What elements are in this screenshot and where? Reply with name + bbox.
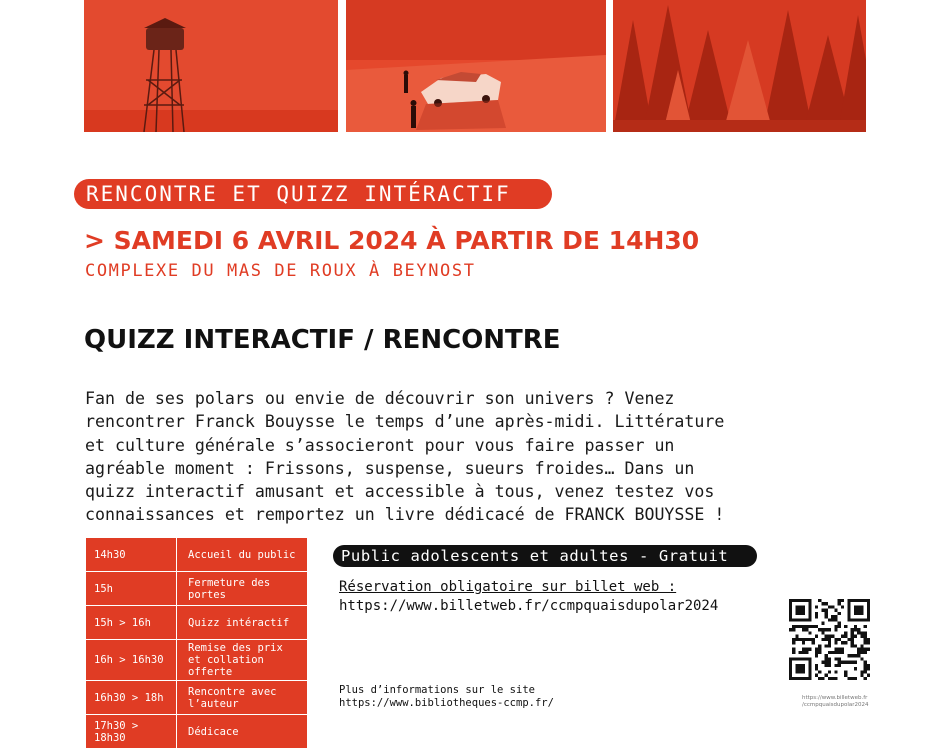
qr-caption-line: https://www.billetweb.fr — [802, 695, 868, 701]
water-tower-photo — [84, 0, 338, 132]
qr-caption-line: /ccmpquaisdupolar2024 — [802, 702, 869, 708]
more-info-label: Plus d’informations sur le site — [339, 684, 535, 696]
schedule-row — [86, 681, 308, 715]
schedule-time: 15h > 16h — [86, 606, 177, 640]
schedule-row — [86, 538, 308, 572]
schedule-time: 16h > 16h30 — [86, 640, 177, 681]
schedule-time: 15h — [86, 572, 177, 606]
schedule-time: 14h30 — [86, 538, 177, 572]
description-line: quizz interactif amusant et accessible à tous, venez testez vos — [85, 482, 715, 502]
reservation-link[interactable]: https://www.billetweb.fr/ccmpquaisdupolar2024 — [339, 598, 719, 614]
description-line: et culture générale s’associeront pour vous faire passer un — [85, 435, 675, 455]
reservation-label: Réservation obligatoire sur billet web : — [339, 579, 677, 595]
description-line: agréable moment : Frissons, suspense, sueurs froides… Dans un — [85, 458, 695, 478]
event-date: > SAMEDI 6 AVRIL 2024 À PARTIR DE 14H30 — [84, 226, 700, 255]
event-type-label: RENCONTRE ET QUIZZ INTÉRACTIF — [74, 179, 552, 209]
schedule-activity: Fermeture des portes — [177, 572, 308, 606]
schedule-activity: Accueil du public — [177, 538, 308, 572]
schedule-row — [86, 572, 308, 606]
schedule-row — [86, 606, 308, 640]
schedule-time: 17h30 > 18h30 — [86, 715, 177, 749]
more-info-link[interactable]: https://www.bibliotheques-ccmp.fr/ — [339, 697, 554, 709]
schedule-activity: Rencontre avec l’auteur — [177, 681, 308, 715]
description — [85, 387, 845, 527]
qr-code[interactable] — [789, 599, 870, 680]
forest-photo — [613, 0, 866, 132]
section-title: QUIZZ INTERACTIF / RENCONTRE — [84, 325, 561, 355]
schedule-row — [86, 640, 308, 681]
description-line: Fan de ses polars ou envie de découvrir son univers ? Venez — [85, 389, 675, 408]
schedule-activity: Remise des prix et collation offerte — [177, 640, 308, 681]
qr-caption — [802, 695, 868, 709]
car-road-photo — [346, 0, 606, 132]
event-venue: COMPLEXE DU MAS DE ROUX À BEYNOST — [85, 261, 476, 281]
description-line: rencontrer Franck Bouysse le temps d’une après-midi. Littérature — [85, 412, 725, 432]
schedule-table — [85, 537, 308, 749]
description-line: connaissances et remportez un livre dédicacé de FRANCK BOUYSSE ! — [85, 505, 725, 525]
audience-badge: Public adolescents et adultes - Gratuit — [333, 545, 757, 567]
schedule-time: 16h30 > 18h — [86, 681, 177, 715]
schedule-activity: Quizz intéractif — [177, 606, 308, 640]
schedule-activity: Dédicace — [177, 715, 308, 749]
